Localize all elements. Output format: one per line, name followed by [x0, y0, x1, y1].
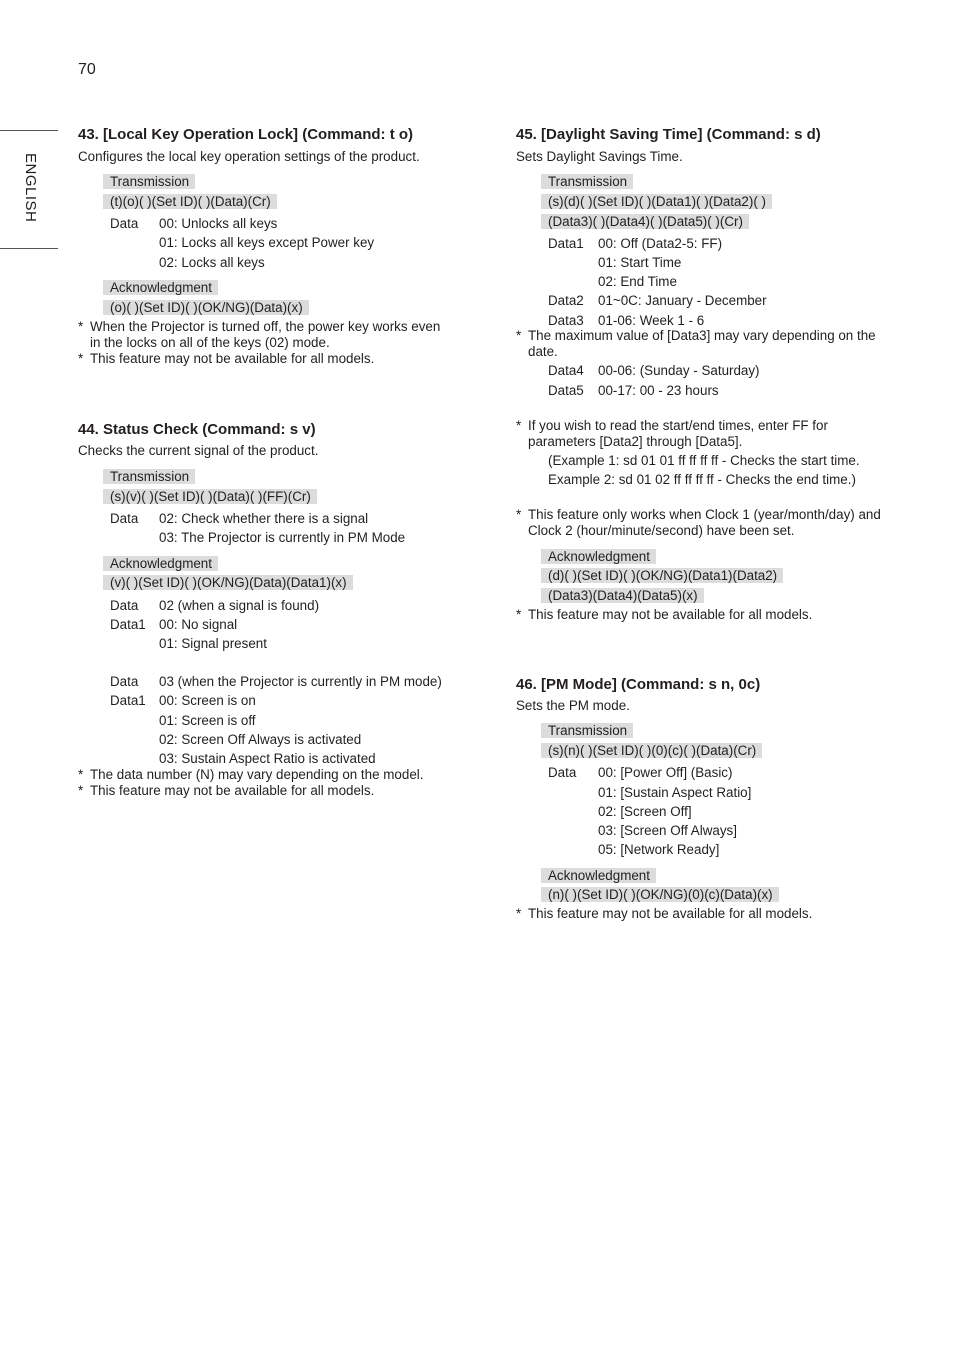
section-44-title: 44. Status Check (Command: s v)	[78, 421, 316, 438]
section-43-description: Configures the local key operation settings of the product.	[78, 149, 420, 164]
note-marker: *	[516, 418, 522, 433]
acknowledgment-command: (n)( )(Set ID)( )(OK/NG)(0)(c)(Data)(x)	[541, 887, 779, 902]
note-marker: *	[516, 607, 522, 622]
data-value: 00: No signal	[159, 617, 238, 632]
section-46-title: 46. [PM Mode] (Command: s n, 0c)	[516, 676, 761, 693]
transmission-command: (s)(v)( )(Set ID)( )(Data)( )(FF)(Cr)	[103, 489, 317, 504]
transmission-label: Transmission	[103, 174, 195, 189]
data-value: 03: [Screen Off Always]	[598, 823, 737, 838]
note-marker: *	[516, 328, 522, 343]
data1-label: Data1	[110, 617, 146, 632]
acknowledgment-label: Acknowledgment	[103, 556, 218, 571]
note-text: Clock 2 (hour/minute/second) have been set.	[528, 523, 795, 538]
data-value: 01: [Sustain Aspect Ratio]	[598, 785, 752, 800]
acknowledgment-command: (v)( )(Set ID)( )(OK/NG)(Data)(Data1)(x)	[103, 575, 353, 590]
example-text: (Example 1: sd 01 01 ff ff ff ff - Checks the start time.	[548, 453, 860, 468]
note-marker: *	[516, 507, 522, 522]
language-side-tab	[0, 130, 58, 249]
example-text: Example 2: sd 01 02 ff ff ff ff - Checks the end time.)	[548, 472, 856, 487]
data-value: 03: Sustain Aspect Ratio is activated	[159, 751, 376, 766]
note-text: The data number (N) may vary depending on the model.	[90, 767, 424, 782]
note-text: If you wish to read the start/end times, enter FF for	[528, 418, 828, 433]
data-value: 03: The Projector is currently in PM Mode	[159, 530, 406, 545]
data-label: Data	[110, 598, 139, 613]
data-value: 02: End Time	[598, 274, 677, 289]
data-value: 00: [Power Off] (Basic)	[598, 765, 733, 780]
section-44-description: Checks the current signal of the product.	[78, 443, 319, 458]
data1-label: Data1	[110, 693, 146, 708]
data-value: 01~0C: January - December	[598, 293, 767, 308]
data-value: 01: Start Time	[598, 255, 682, 270]
data-value: 00: Unlocks all keys	[159, 216, 278, 231]
transmission-command-line1: (s)(d)( )(Set ID)( )(Data1)( )(Data2)( )	[541, 194, 772, 209]
data-value: 00: Off (Data2-5: FF)	[598, 236, 723, 251]
note-text: This feature only works when Clock 1 (year/month/day) and	[528, 507, 881, 522]
section-43-title: 43. [Local Key Operation Lock] (Command: t o)	[78, 126, 414, 143]
note-text: This feature may not be available for all models.	[528, 906, 813, 921]
data-value: 02 (when a signal is found)	[159, 598, 320, 613]
acknowledgment-command: (o)( )(Set ID)( )(OK/NG)(Data)(x)	[103, 300, 309, 315]
data3-label: Data3	[548, 313, 584, 328]
data-value: 03 (when the Projector is currently in PM mode)	[159, 674, 442, 689]
note-text: This feature may not be available for all models.	[90, 783, 375, 798]
data5-label: Data5	[548, 383, 584, 398]
data-label: Data	[110, 511, 139, 526]
acknowledgment-label: Acknowledgment	[541, 868, 656, 883]
data2-label: Data2	[548, 293, 584, 308]
note-marker: *	[78, 783, 84, 798]
note-text: This feature may not be available for all models.	[528, 607, 813, 622]
acknowledgment-label: Acknowledgment	[103, 280, 218, 295]
data-value: 02: Screen Off Always is activated	[159, 732, 362, 747]
language-label: ENGLISH	[22, 153, 39, 223]
data-value: 00-06: (Sunday - Saturday)	[598, 363, 760, 378]
transmission-label: Transmission	[541, 723, 633, 738]
note-text: parameters [Data2] through [Data5].	[528, 434, 743, 449]
transmission-command: (t)(o)( )(Set ID)( )(Data)(Cr)	[103, 194, 277, 209]
data-value: 02: Check whether there is a signal	[159, 511, 369, 526]
data4-label: Data4	[548, 363, 584, 378]
transmission-label: Transmission	[541, 174, 633, 189]
note-marker: *	[78, 767, 84, 782]
data-value: 02: Locks all keys	[159, 255, 265, 270]
note-marker: *	[78, 351, 84, 366]
data-value: 01: Locks all keys except Power key	[159, 235, 375, 250]
note-marker: *	[516, 906, 522, 921]
transmission-label: Transmission	[103, 469, 195, 484]
data-value: 00: Screen is on	[159, 693, 256, 708]
note-text: This feature may not be available for all models.	[90, 351, 375, 366]
transmission-command: (s)(n)( )(Set ID)( )(0)(c)( )(Data)(Cr)	[541, 743, 762, 758]
section-45-title: 45. [Daylight Saving Time] (Command: s d)	[516, 126, 821, 143]
page-number: 70	[78, 61, 96, 78]
acknowledgment-label: Acknowledgment	[541, 549, 656, 564]
note-text: When the Projector is turned off, the power key works even	[90, 319, 441, 334]
section-46-description: Sets the PM mode.	[516, 698, 630, 713]
acknowledgment-command-line2: (Data3)(Data4)(Data5)(x)	[541, 588, 704, 603]
data-value: 01: Screen is off	[159, 713, 256, 728]
data-value: 05: [Network Ready]	[598, 842, 720, 857]
note-text: date.	[528, 344, 558, 359]
data-value: 00-17: 00 - 23 hours	[598, 383, 719, 398]
data1-label: Data1	[548, 236, 584, 251]
data-value: 01: Signal present	[159, 636, 267, 651]
data-label: Data	[110, 216, 139, 231]
transmission-command-line2: (Data3)( )(Data4)( )(Data5)( )(Cr)	[541, 214, 749, 229]
section-45-description: Sets Daylight Savings Time.	[516, 149, 683, 164]
acknowledgment-command-line1: (d)( )(Set ID)( )(OK/NG)(Data1)(Data2)	[541, 568, 783, 583]
data-label: Data	[110, 674, 139, 689]
note-text: in the locks on all of the keys (02) mode.	[90, 335, 330, 350]
data-value: 02: [Screen Off]	[598, 804, 692, 819]
note-text: The maximum value of [Data3] may vary depending on the	[528, 328, 876, 343]
data-value: 01-06: Week 1 - 6	[598, 313, 705, 328]
note-marker: *	[78, 319, 84, 334]
data-label: Data	[548, 765, 577, 780]
